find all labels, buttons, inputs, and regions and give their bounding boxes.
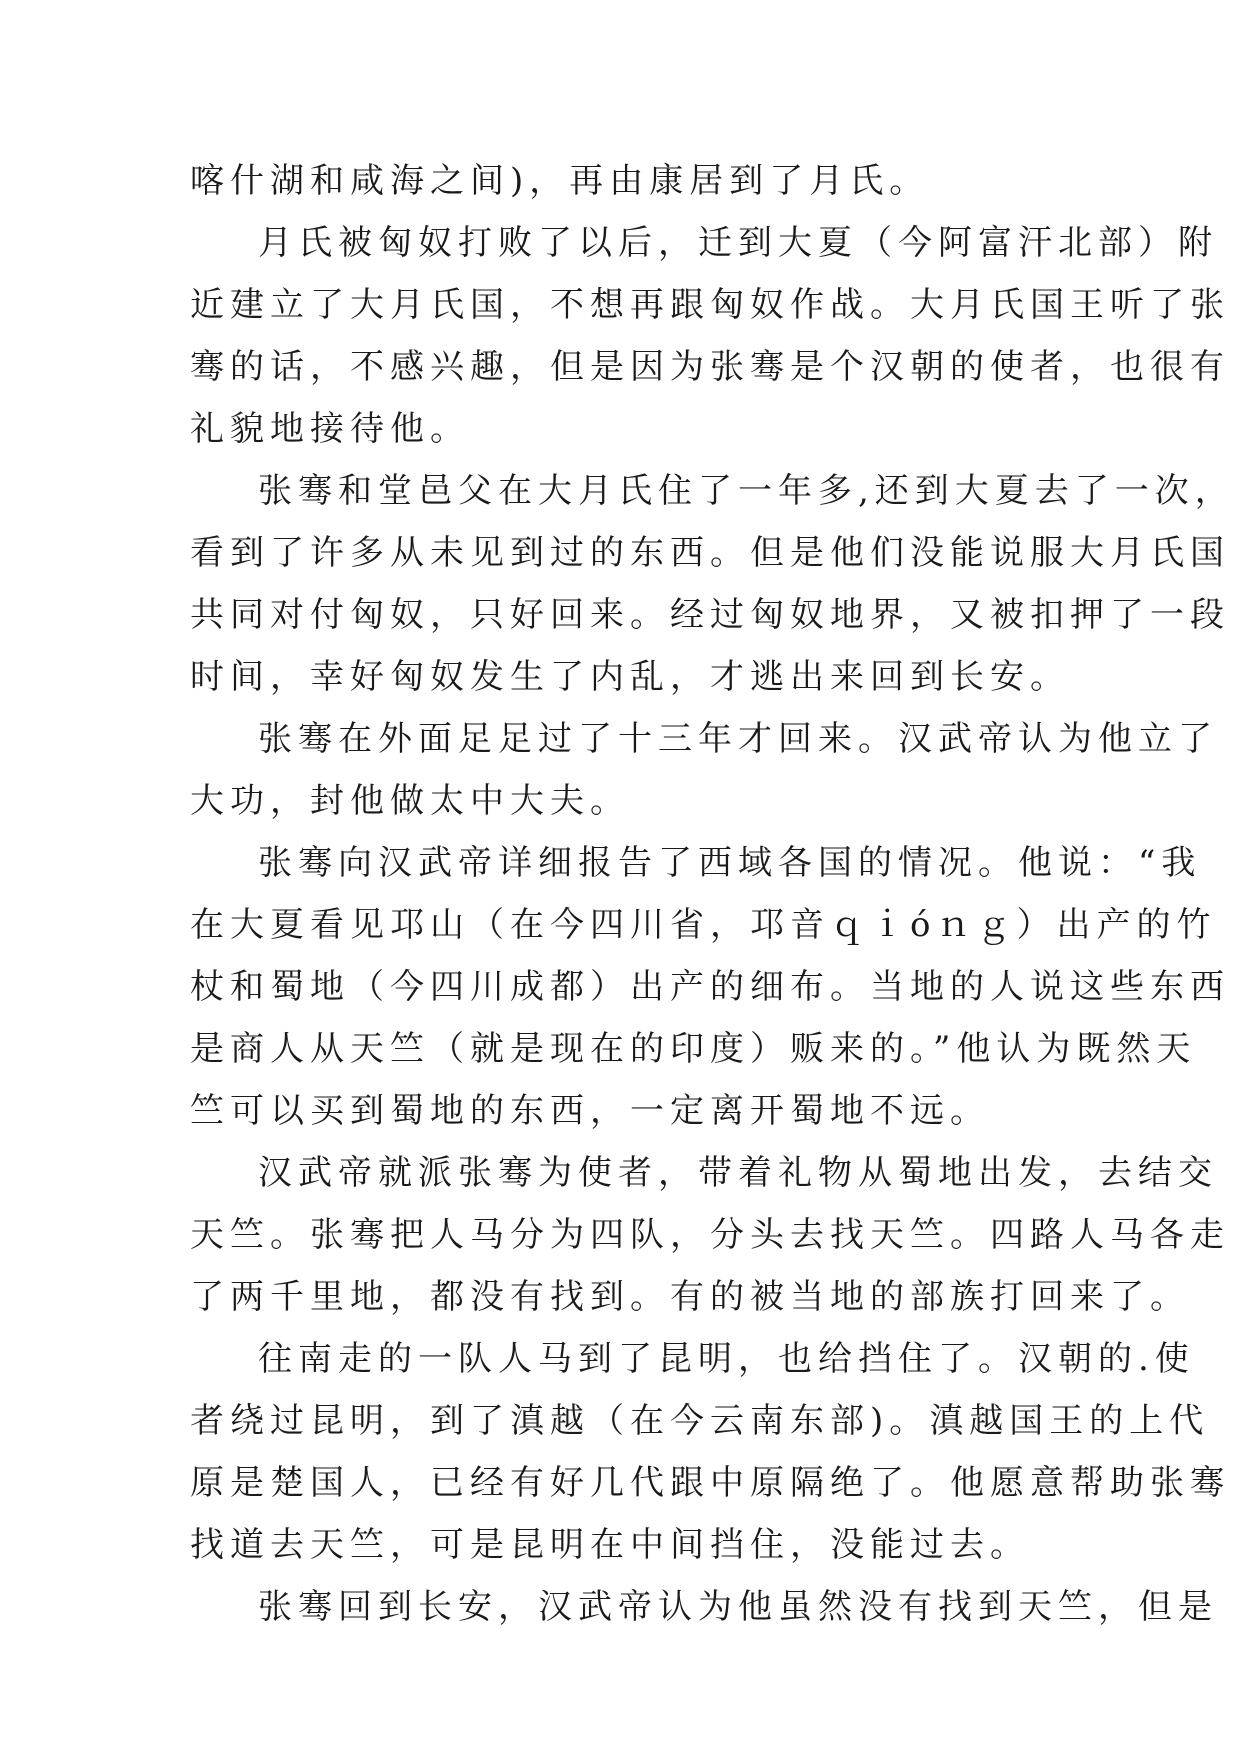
text-line: 竺可以买到蜀地的东西，一定离开蜀地不远。 xyxy=(190,1091,990,1131)
text-line: 汉武帝就派张骞为使者，带着礼物从蜀地出发，去结交 xyxy=(258,1153,1218,1193)
text-line: 找道去天竺，可是昆明在中间挡住，没能过去。 xyxy=(190,1525,1030,1565)
text-line: 是商人从天竺（就是现在的印度）贩来的。”他认为既然天 xyxy=(190,1029,1197,1069)
text-line: 杖和蜀地（今四川成都）出产的细布。当地的人说这些东西 xyxy=(190,967,1230,1007)
text-line: 者绕过昆明，到了滇越（在今云南东部)。滇越国王的上代 xyxy=(190,1401,1210,1441)
text-line: 共同对付匈奴，只好回来。经过匈奴地界，又被扣押了一段 xyxy=(190,595,1230,635)
text-line: 往南走的一队人马到了昆明，也给挡住了。汉朝的.使 xyxy=(258,1339,1195,1379)
text-line: 张骞在外面足足过了十三年才回来。汉武帝认为他立了 xyxy=(258,719,1218,759)
text-line: 礼貌地接待他。 xyxy=(190,409,470,449)
text-line: 月氏被匈奴打败了以后，迁到大夏（今阿富汗北部）附 xyxy=(258,223,1218,263)
text-line: 了两千里地，都没有找到。有的被当地的部族打回来了。 xyxy=(190,1277,1190,1317)
text-line: 张骞和堂邑父在大月氏住了一年多,还到大夏去了一次， xyxy=(258,471,1235,511)
text-line: 骞的话，不感兴趣，但是因为张骞是个汉朝的使者，也很有 xyxy=(190,347,1230,387)
text-line: 原是楚国人，已经有好几代跟中原隔绝了。他愿意帮助张骞 xyxy=(190,1463,1230,1503)
text-line: 时间，幸好匈奴发生了内乱，才逃出来回到长安。 xyxy=(190,657,1070,697)
text-line: 喀什湖和咸海之间)，再由康居到了月氏。 xyxy=(190,161,930,201)
body-text xyxy=(190,150,1235,1638)
text-line: 近建立了大月氏国，不想再跟匈奴作战。大月氏国王听了张 xyxy=(190,285,1230,325)
text-line: 大功，封他做太中大夫。 xyxy=(190,781,630,821)
text-line: 张骞向汉武帝详细报告了西域各国的情况。他说：“我 xyxy=(258,843,1202,883)
text-line: 在大夏看见邛山（在今四川省，邛音ｑｉóｎｇ）出产的竹 xyxy=(190,905,1217,945)
text-line: 天竺。张骞把人马分为四队，分头去找天竺。四路人马各走 xyxy=(190,1215,1230,1255)
text-line: 张骞回到长安，汉武帝认为他虽然没有找到天竺，但是 xyxy=(258,1587,1218,1627)
text-line: 看到了许多从未见到过的东西。但是他们没能说服大月氏国 xyxy=(190,533,1230,573)
